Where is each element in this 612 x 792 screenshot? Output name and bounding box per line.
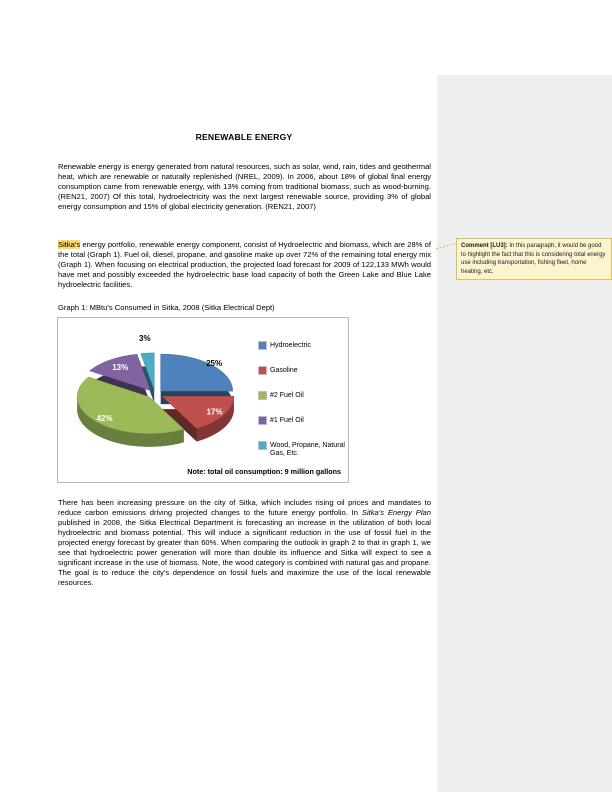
paragraph-outlook-text-2: published in 2008, the Sitka Electrical Department is forecasting an increase in the utilization of both local hydroelectric and biomass potential. This will induce a significant reduction in the use of fossil fuel in the projected energy forecast by greater than 60%. When comparing the outlook in graph 2 to that in graph 1, we see that hydroelectric power generation will more than double its influence and Sitka will expect to see a significant increase in the use of biomass. Note, the wood category is combined with natural gas and propane. The goal is to reduce the city's dependence on fossil fuels and maximize the use of the local renewable resources. bbox=[58, 518, 431, 587]
legend-item bbox=[259, 342, 347, 350]
legend-label: Gasoline bbox=[270, 367, 298, 374]
chart-legend bbox=[259, 342, 347, 475]
pie-slice-label: 17% bbox=[206, 407, 223, 417]
paragraph-intro-text: Renewable energy is energy generated from natural resources, such as solar, wind, rain, tides and geothermal heat, which are renewable or naturally replenished (NREL, 2009). In 2006, about 18% of global final energy consumption came from renewable energy, with 13% coming from traditional biomass, such as wood-burning.(REN21, 2007) Of this total, hydroelectricity was the next largest renewable source, providing 3% of global energy consumption and 15% of global electricity generation. (REN21, 2007) bbox=[58, 162, 431, 211]
legend-swatch bbox=[259, 392, 266, 399]
chart-caption: Graph 1: MBtu's Consumed in Sitka, 2008 (Sitka Electrical Dept) bbox=[58, 303, 275, 312]
paragraph-outlook bbox=[58, 498, 431, 588]
paragraph-portfolio-text: energy portfolio, renewable energy component, consist of Hydroelectric and biomass, which are 28% of the total (Graph 1). Fuel oil, diesel, propane, and gasoline make up over 72% of the remaining total energy mix (Graph 1). When focusing on electrical production, the projected load forecast for 2009 of 122,133 MWh would have met and possibly exceeded the hydroelectric base load capacity of both the Green Lake and Blue Lake hydroelectric facilities. bbox=[58, 240, 431, 289]
paragraph-portfolio bbox=[58, 240, 431, 290]
legend-label: Wood, Propane, Natural Gas, Etc. bbox=[270, 442, 345, 457]
comment-text: In this paragraph, it would be good to highlight the fact that this is considering total energy use including transportation, fishing fleet, home heating, etc. bbox=[461, 243, 606, 275]
comment-author-label: Comment [LU3]: bbox=[461, 243, 508, 249]
legend-swatch bbox=[259, 367, 266, 374]
markup-pane bbox=[437, 75, 612, 792]
page-title: RENEWABLE ENERGY bbox=[195, 132, 293, 142]
pie-chart-object[interactable] bbox=[57, 317, 349, 483]
comment-connector-line bbox=[436, 241, 457, 250]
legend-item bbox=[259, 392, 347, 400]
pie-slice-label: 3% bbox=[139, 333, 151, 343]
legend-label: #2 Fuel Oil bbox=[270, 392, 304, 399]
paragraph-outlook-text-1: There has been increasing pressure on the city of Sitka, which includes rising oil prices and mandates to reduce carbon emissions driving projected changes to the future energy portfolio. In bbox=[58, 498, 431, 517]
legend-label: #1 Fuel Oil bbox=[270, 417, 304, 424]
pie-slice-label: 25% bbox=[206, 359, 223, 369]
legend-swatch bbox=[259, 417, 266, 424]
energy-plan-title: Sitka's Energy Plan bbox=[361, 508, 431, 517]
comment-highlighted-text[interactable]: Sitka's bbox=[58, 240, 81, 249]
comment-balloon[interactable] bbox=[456, 238, 612, 280]
legend-item bbox=[259, 367, 347, 375]
legend-swatch bbox=[259, 442, 266, 449]
legend-swatch bbox=[259, 342, 266, 349]
pie-chart bbox=[60, 330, 260, 475]
legend-item bbox=[259, 417, 347, 425]
paragraph-intro bbox=[58, 162, 431, 212]
chart-note: Note: total oil consumption: 9 million gallons bbox=[187, 467, 341, 476]
pie-slice-label: 42% bbox=[96, 413, 113, 423]
pie-slice-label: 13% bbox=[112, 363, 129, 373]
legend-item bbox=[259, 442, 347, 458]
legend-label: Hydroelectric bbox=[270, 342, 311, 349]
